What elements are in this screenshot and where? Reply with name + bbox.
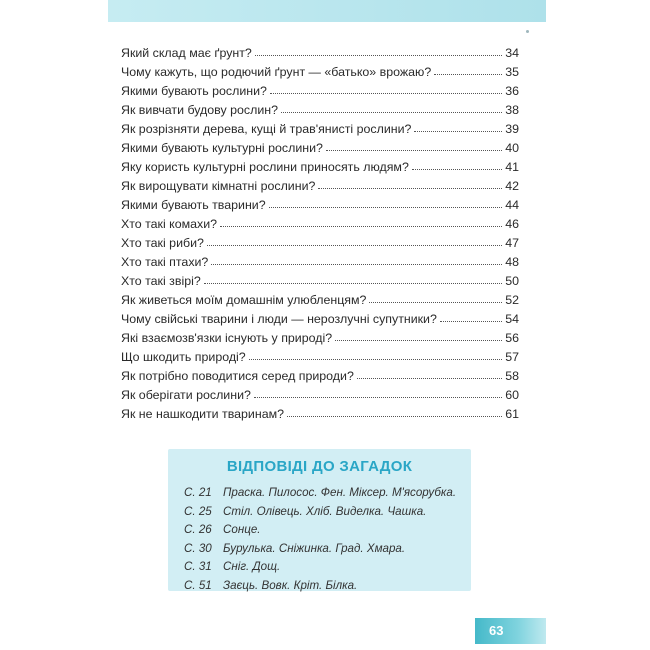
riddle-answer-text: Сонце. xyxy=(223,523,261,536)
toc-entry xyxy=(121,326,519,345)
toc-entry-page: 60 xyxy=(505,388,519,402)
toc-entry-title: Чому свійські тварини і люди — нерозлучні супутники? xyxy=(121,312,437,326)
toc-entry-page: 41 xyxy=(505,160,519,174)
riddle-answer-text: Бурулька. Сніжинка. Град. Хмара. xyxy=(223,541,406,555)
toc-entry xyxy=(121,250,519,269)
toc-entry-page: 46 xyxy=(505,217,519,231)
dot-leader xyxy=(369,302,502,303)
table-of-contents xyxy=(121,41,519,421)
toc-entry xyxy=(121,212,519,231)
toc-entry xyxy=(121,383,519,402)
dot-leader xyxy=(254,397,502,398)
toc-entry-title: Хто такі риби? xyxy=(121,236,204,250)
toc-entry xyxy=(121,364,519,383)
toc-entry xyxy=(121,98,519,117)
toc-entry xyxy=(121,60,519,79)
toc-entry xyxy=(121,174,519,193)
dot-leader xyxy=(412,169,502,170)
riddle-answer-page: С. 51 xyxy=(184,578,212,592)
toc-entry-page: 34 xyxy=(505,46,519,60)
toc-entry-title: Якими бувають тварини? xyxy=(121,198,266,212)
toc-entry-title: Як не нашкодити тваринам? xyxy=(121,407,284,421)
riddle-answers-box xyxy=(168,449,471,591)
dot-leader xyxy=(255,55,502,56)
page-number: 63 xyxy=(489,623,504,638)
toc-entry xyxy=(121,136,519,155)
riddle-answer-page: С. 31 xyxy=(184,560,212,573)
toc-entry xyxy=(121,402,519,421)
decorative-dot xyxy=(526,30,529,33)
toc-entry-title: Хто такі звірі? xyxy=(121,274,201,288)
toc-entry xyxy=(121,307,519,326)
toc-entry-page: 50 xyxy=(505,274,519,288)
riddle-answer xyxy=(184,505,464,524)
toc-entry-title: Яку користь культурні рослини приносять людям? xyxy=(121,160,409,174)
dot-leader xyxy=(204,283,502,284)
dot-leader xyxy=(220,226,502,227)
dot-leader xyxy=(211,264,502,265)
toc-entry-title: Як вивчати будову рослин? xyxy=(121,103,278,117)
dot-leader xyxy=(326,150,502,151)
dot-leader xyxy=(440,321,502,322)
toc-entry-page: 39 xyxy=(505,122,519,136)
riddle-answer-page: С. 30 xyxy=(184,541,212,555)
toc-entry-page: 56 xyxy=(505,331,519,345)
toc-entry-title: Який склад має ґрунт? xyxy=(121,46,252,60)
toc-entry-page: 48 xyxy=(505,255,519,269)
dot-leader xyxy=(287,416,502,417)
toc-entry xyxy=(121,41,519,60)
toc-entry-title: Які взаємозв'язки існують у природі? xyxy=(121,331,333,345)
riddle-answer xyxy=(184,579,464,598)
toc-entry-page: 35 xyxy=(505,65,519,79)
toc-entry xyxy=(121,269,519,288)
toc-entry-page: 57 xyxy=(505,350,519,364)
riddle-answer xyxy=(184,486,464,505)
riddle-answer-text: Заєць. Вовк. Кріт. Білка. xyxy=(223,578,358,592)
dot-leader xyxy=(281,112,502,113)
header-color-band xyxy=(108,0,546,22)
dot-leader xyxy=(357,378,502,379)
toc-entry xyxy=(121,345,519,364)
book-page xyxy=(108,0,546,650)
dot-leader xyxy=(335,340,502,341)
toc-entry xyxy=(121,79,519,98)
toc-entry-page: 36 xyxy=(505,84,519,98)
toc-entry-title: Хто такі птахи? xyxy=(121,255,209,269)
toc-entry xyxy=(121,288,519,307)
dot-leader xyxy=(270,93,502,94)
dot-leader xyxy=(434,74,502,75)
toc-entry-page: 44 xyxy=(505,198,519,212)
riddle-answer xyxy=(184,560,464,579)
toc-entry-page: 58 xyxy=(505,369,519,383)
toc-entry-title: Що шкодить природі? xyxy=(121,350,246,364)
toc-entry-page: 61 xyxy=(505,407,519,421)
dot-leader xyxy=(318,188,502,189)
toc-entry-title: Чому кажуть, що родючий ґрунт — «батько» врожаю? xyxy=(121,65,432,79)
riddle-answer-page: С. 25 xyxy=(184,504,212,518)
dot-leader xyxy=(207,245,502,246)
toc-entry-title: Якими бувають рослини? xyxy=(121,84,267,98)
toc-entry xyxy=(121,193,519,212)
riddle-answer-text: Стіл. Олівець. Хліб. Виделка. Чашка. xyxy=(223,504,427,518)
riddle-answer-page: С. 21 xyxy=(184,486,212,499)
toc-entry-title: Як вирощувати кімнатні рослини? xyxy=(121,179,316,193)
toc-entry-title: Як потрібно поводитися серед природи? xyxy=(121,369,354,383)
toc-entry-title: Хто такі комахи? xyxy=(121,217,218,231)
toc-entry xyxy=(121,231,519,250)
page-number-badge xyxy=(475,618,546,644)
toc-entry xyxy=(121,155,519,174)
toc-entry-page: 54 xyxy=(505,312,519,326)
toc-entry-title: Якими бувають культурні рослини? xyxy=(121,141,323,155)
toc-entry-page: 42 xyxy=(505,179,519,193)
riddle-answer xyxy=(184,523,464,542)
toc-entry-page: 52 xyxy=(505,293,519,307)
riddle-answer-page: С. 26 xyxy=(184,523,212,536)
toc-entry-title: Як розрізняти дерева, кущі й трав'янисті рослини? xyxy=(121,122,412,136)
riddle-answer xyxy=(184,542,464,561)
toc-entry xyxy=(121,117,519,136)
toc-entry-page: 38 xyxy=(505,103,519,117)
toc-entry-page: 47 xyxy=(505,236,519,250)
dot-leader xyxy=(269,207,503,208)
riddle-answer-text: Праска. Пилосос. Фен. Міксер. М'ясорубка. xyxy=(223,486,457,499)
toc-entry-title: Як живеться моїм домашнім улюбленцям? xyxy=(121,293,367,307)
dot-leader xyxy=(249,359,503,360)
riddle-answers-title: ВІДПОВІДІ ДО ЗАГАДОК xyxy=(226,458,413,475)
riddle-answer-text: Сніг. Дощ. xyxy=(223,560,281,573)
riddle-answers-list xyxy=(184,486,464,597)
toc-entry-page: 40 xyxy=(505,141,519,155)
dot-leader xyxy=(414,131,502,132)
toc-entry-title: Як оберігати рослини? xyxy=(121,388,251,402)
